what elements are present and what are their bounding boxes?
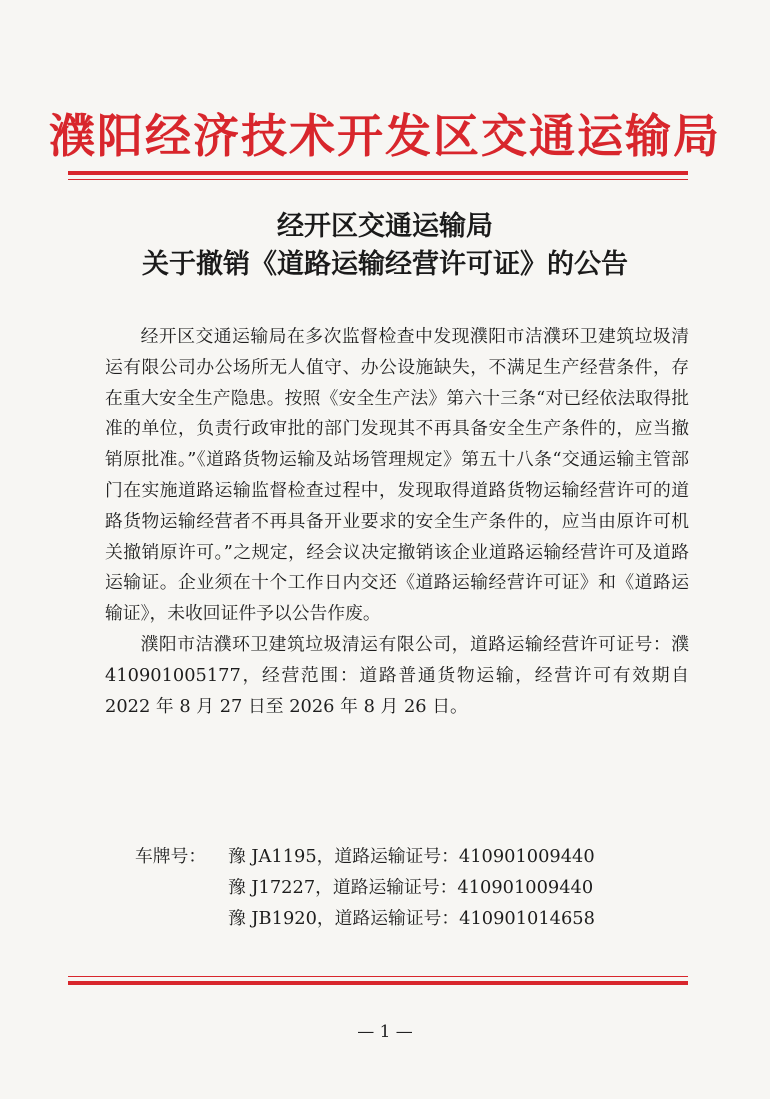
header-rule-thick: [68, 171, 688, 175]
page-number: — 1 —: [357, 1022, 413, 1042]
notice-body: [105, 322, 689, 722]
plate-entry: 豫 J17227，道路运输证号：410901009440: [228, 876, 594, 898]
plate-row: [105, 904, 689, 935]
masthead-organization: 濮阳经济技术开发区交通运输局: [49, 109, 721, 163]
body-paragraph-2: 濮阳市洁濮环卫建筑垃圾清运有限公司，道路运输经营许可证号：濮 410901005177，经营范围：道路普通货物运输，经营许可有效期自 2022 年 8 月 27 日至 2026 年 8 月 26 日。: [105, 633, 689, 717]
plate-entry: 豫 JA1195，道路运输证号：410901009440: [228, 846, 595, 867]
notice-title-line2: 关于撤销《道路运输经营许可证》的公告: [142, 249, 628, 280]
body-paragraph-1: 经开区交通运输局在多次监督检查中发现濮阳市洁濮环卫建筑垃圾清运有限公司办公场所无人值守、办公设施缺失，不满足生产经营条件，存在重大安全生产隐患。按照《安全生产法》第六十三条“对已经依法取得批准的单位，负责行政审批的部门发现其不再具备安全生产条件的，应当撤销原批准。”《道路货物运输及站场管理规定》第五十八条“交通运输主管部门在实施道路运输监督检查过程中，发现取得道路货物运输经营许可的道路货物运输经营者不再具备开业要求的安全生产条件的，应当由原许可机关撤销原许可。”之规定，经会议决定撤销该企业道路运输经营许可及道路运输证。企业须在十个工作日内交还《道路运输经营许可证》和《道路运输证》，未收回证件予以公告作废。: [105, 326, 689, 625]
plate-entry: 豫 JB1920，道路运输证号：410901014658: [228, 907, 595, 929]
plate-list: [105, 842, 689, 934]
plate-row: [105, 842, 689, 873]
plate-row: [105, 873, 689, 904]
footer-rule-thick: [68, 981, 688, 985]
footer-rule-thin: [68, 976, 688, 977]
notice-title-line1: 经开区交通运输局: [277, 211, 493, 242]
header-rule-thin: [68, 179, 688, 180]
plate-label: 车牌号：: [135, 846, 207, 867]
